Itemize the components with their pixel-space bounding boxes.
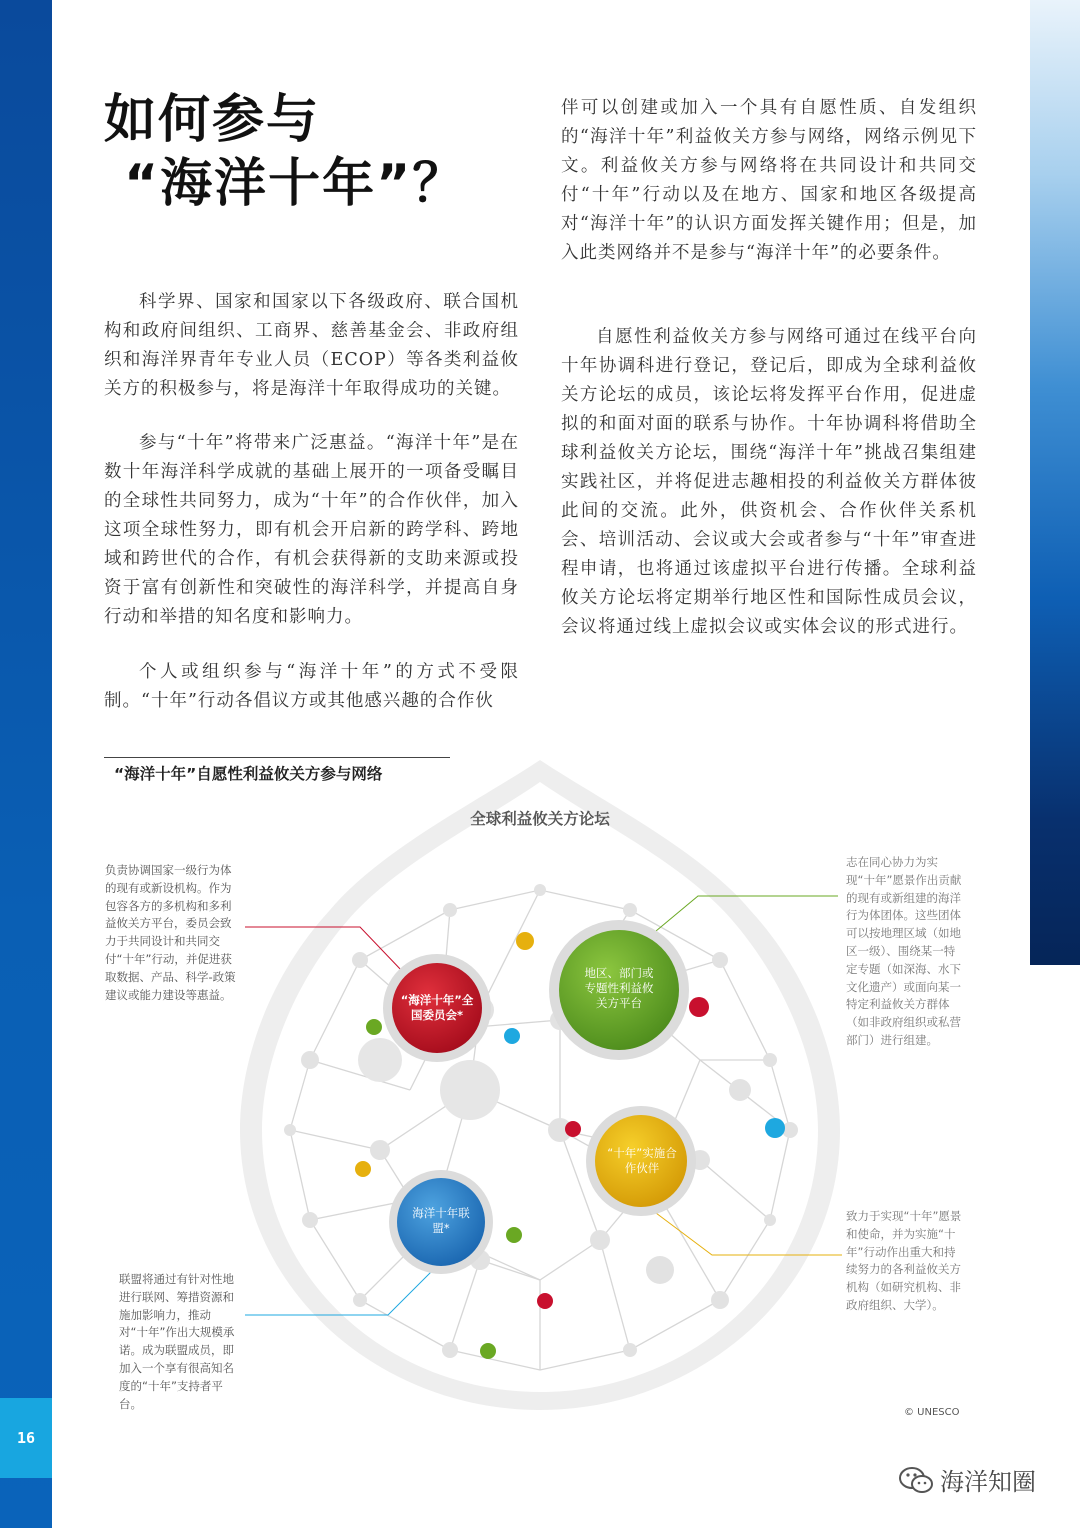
ocean-photo-strip — [1030, 0, 1080, 965]
alliance-label: 海洋十年联盟* — [412, 1206, 470, 1235]
page-title — [104, 88, 466, 216]
title-line-1: 如何参与 — [104, 90, 321, 150]
left-blue-band — [0, 0, 52, 1528]
right-paragraph-1: 伴可以创建或加入一个具有自愿性质、自发组织的“海洋十年”利益攸关方参与网络，网络示例见下文。利益攸关方参与网络将在共同设计和共同交付“十年”行动以及在地方、国家和地区各级提高对“海洋十年”的认识方面发挥关键作用；但是，加入此类网络并不是参与“海洋十年”的必要条件。 — [561, 98, 977, 263]
watermark-text: 海洋知圈 — [940, 1468, 1036, 1496]
alliance-note: 联盟将通过有针对性地进行联网、筹措资源和施加影响力，推动对“十年”作出大规模承诺。成为联盟成员，即加入一个享有很高知名度的“十年”支持者平台。 — [119, 1272, 235, 1411]
right-paragraph-2: 自愿性利益攸关方参与网络可通过在线平台向十年协调科进行登记，登记后，即成为全球利益攸关方论坛的成员，该论坛将发挥平台作用，促进虚拟的和面对面的联系与协作。十年协调科将借助全球利益攸关方论坛，围绕“海洋十年”挑战召集组建实践社区，并将促进志趣相投的利益攸关方群体彼此间的交流。此外，供资机会、合作伙伴关系机会、培训活动、会议或大会或者参与“十年”审查进程申请，也将通过该虚拟平台进行传播。全球利益攸关方论坛将定期举行地区性和国际性成员会议，会议将通过线上虚拟会议或实体会议的形式进行。 — [561, 327, 977, 637]
caption-rule — [104, 757, 450, 758]
implementation-partners-label: “十年”实施合作伙伴 — [607, 1146, 677, 1175]
page-number: 16 — [0, 1398, 52, 1478]
implementation-partners-note: 致力于实现“十年”愿景和使命，并为实施“十年”行动作出重大和持续努力的各利益攸关方机构（如研究机构、非政府组织、大学）。 — [846, 1209, 962, 1312]
forum-title: 全球利益攸关方论坛 — [470, 810, 610, 828]
watermark — [898, 1462, 1036, 1497]
left-paragraph-3: 个人或组织参与“海洋十年”的方式不受限制。“十年”行动各倡议方或其他感兴趣的合作伙 — [104, 662, 519, 711]
photo-credit: © UNESCO — [904, 1407, 960, 1418]
national-committee-note: 负责协调国家一级行为体的现有或新设机构。作为包容各方的多机构和多利益攸关方平台，委员会致力于共同设计和共同交付“十年”行动，并促进获取数据、产品、科学-政策建议或能力建设等惠益。 — [105, 863, 236, 1002]
title-line-2: “海洋十年”？ — [124, 154, 467, 214]
diagram-caption: “海洋十年”自愿性利益攸关方参与网络 — [114, 765, 383, 783]
left-paragraph-1: 科学界、国家和国家以下各级政府、联合国机构和政府间组织、工商界、慈善基金会、非政府组织和海洋界青年专业人员（ECOP）等各类利益攸关方的积极参与，将是海洋十年取得成功的关键。 — [104, 292, 519, 399]
regional-platform-note: 志在同心协力为实现“十年”愿景作出贡献的现有或新组建的海洋行为体团体。这些团体可以按地理区域（如地区一级）、围绕某一特定专题（如深海、水下文化遗产）或面向某一特定利益攸关方群体（如非政府组织或私营部门）进行组建。 — [846, 855, 962, 1047]
national-committee-label: “海洋十年”全国委员会* — [400, 993, 474, 1022]
regional-platform-label: 地区、部门或专题性利益攸关方平台 — [584, 966, 654, 1010]
left-paragraph-2: 参与“十年”将带来广泛惠益。“海洋十年”是在数十年海洋科学成就的基础上展开的一项备受瞩目的全球性共同努力，成为“十年”的合作伙伴，加入这项全球性努力，即有机会开启新的跨学科、跨地域和跨世代的合作，有机会获得新的支助来源或投资于富有创新性和突破性的海洋科学，并提高自身行动和举措的知名度和影响力。 — [104, 433, 519, 627]
network-diagram — [180, 760, 940, 1430]
wechat-icon — [898, 1465, 934, 1495]
